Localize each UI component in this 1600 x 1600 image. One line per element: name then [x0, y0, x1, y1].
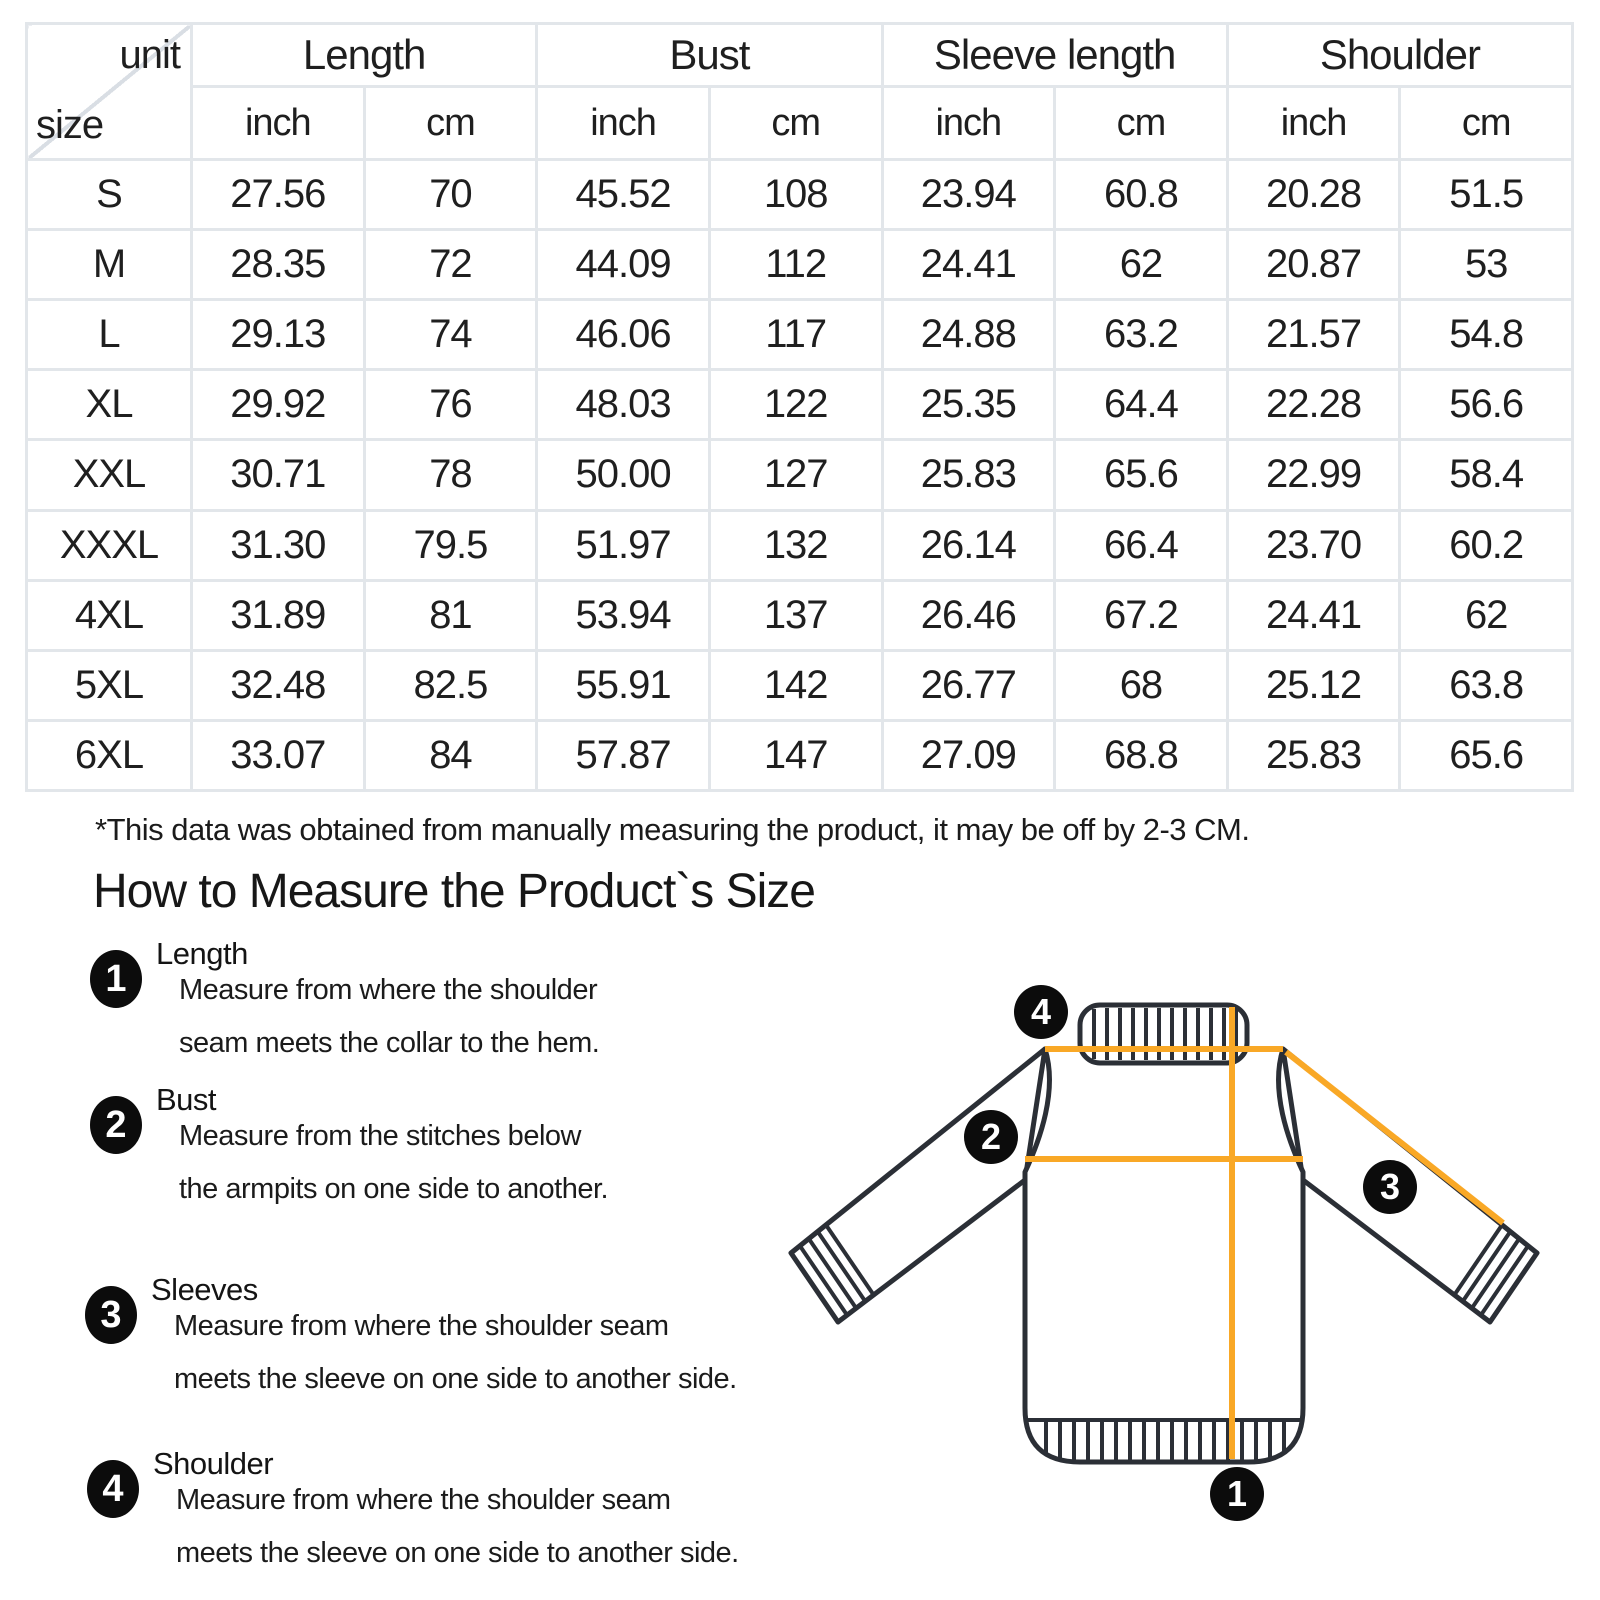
corner-size-label: size	[36, 103, 104, 147]
value-cell: 25.83	[1227, 720, 1400, 790]
item-2-desc-line-1: Measure from the stitches below	[179, 1120, 581, 1152]
value-cell: 26.46	[882, 580, 1055, 650]
size-cell: L	[27, 300, 192, 370]
item-2-desc-line-2: the armpits on one side to another.	[179, 1173, 609, 1205]
value-cell: 22.28	[1227, 370, 1400, 440]
diagram-marker-bust: 2	[964, 1110, 1018, 1164]
value-cell: 26.14	[882, 510, 1055, 580]
group-header-sleeve-length: Sleeve length	[882, 24, 1227, 87]
value-cell: 50.00	[537, 440, 710, 510]
size-cell: XXXL	[27, 510, 192, 580]
value-cell: 137	[709, 580, 882, 650]
unit-header: inch	[192, 87, 365, 160]
value-cell: 122	[709, 370, 882, 440]
value-cell: 20.28	[1227, 160, 1400, 230]
measurement-disclaimer-note: *This data was obtained from manually measuring the product, it may be off by 2-3 CM.	[95, 812, 1250, 847]
value-cell: 68	[1055, 650, 1228, 720]
unit-header: inch	[1227, 87, 1400, 160]
item-2-label: Bust	[156, 1082, 217, 1117]
table-row	[27, 650, 1573, 720]
corner-unit-label: unit	[119, 33, 180, 77]
value-cell: 82.5	[364, 650, 537, 720]
value-cell: 31.30	[192, 510, 365, 580]
value-cell: 62	[1055, 230, 1228, 300]
value-cell: 117	[709, 300, 882, 370]
value-cell: 20.87	[1227, 230, 1400, 300]
value-cell: 68.8	[1055, 720, 1228, 790]
item-3-label: Sleeves	[151, 1272, 258, 1307]
value-cell: 26.77	[882, 650, 1055, 720]
unit-header: inch	[537, 87, 710, 160]
value-cell: 23.94	[882, 160, 1055, 230]
value-cell: 81	[364, 580, 537, 650]
value-cell: 65.6	[1055, 440, 1228, 510]
item-1-number-badge: 1	[90, 950, 142, 1008]
item-2-number-badge: 2	[90, 1096, 142, 1154]
table-row	[27, 580, 1573, 650]
value-cell: 27.09	[882, 720, 1055, 790]
item-4-label: Shoulder	[153, 1446, 274, 1481]
sweater-body	[1025, 1049, 1303, 1462]
value-cell: 72	[364, 230, 537, 300]
table-row	[27, 300, 1573, 370]
value-cell: 63.2	[1055, 300, 1228, 370]
value-cell: 51.97	[537, 510, 710, 580]
value-cell: 25.35	[882, 370, 1055, 440]
unit-header: cm	[1400, 87, 1573, 160]
value-cell: 44.09	[537, 230, 710, 300]
value-cell: 24.88	[882, 300, 1055, 370]
value-cell: 60.2	[1400, 510, 1573, 580]
item-1-desc-line-2: seam meets the collar to the hem.	[179, 1027, 600, 1059]
value-cell: 127	[709, 440, 882, 510]
value-cell: 25.12	[1227, 650, 1400, 720]
table-row	[27, 230, 1573, 300]
unit-header: cm	[364, 87, 537, 160]
group-header-bust: Bust	[537, 24, 882, 87]
value-cell: 55.91	[537, 650, 710, 720]
value-cell: 84	[364, 720, 537, 790]
value-cell: 25.83	[882, 440, 1055, 510]
value-cell: 29.13	[192, 300, 365, 370]
value-cell: 53	[1400, 230, 1573, 300]
value-cell: 64.4	[1055, 370, 1228, 440]
value-cell: 58.4	[1400, 440, 1573, 510]
size-cell: XL	[27, 370, 192, 440]
value-cell: 54.8	[1400, 300, 1573, 370]
value-cell: 70	[364, 160, 537, 230]
value-cell: 56.6	[1400, 370, 1573, 440]
table-row	[27, 720, 1573, 790]
item-1-label: Length	[156, 936, 248, 971]
group-header-shoulder: Shoulder	[1227, 24, 1572, 87]
value-cell: 53.94	[537, 580, 710, 650]
value-cell: 32.48	[192, 650, 365, 720]
how-to-measure-heading: How to Measure the Product`s Size	[93, 865, 815, 918]
value-cell: 65.6	[1400, 720, 1573, 790]
item-3-desc-line-1: Measure from where the shoulder seam	[174, 1310, 669, 1342]
value-cell: 112	[709, 230, 882, 300]
value-cell: 132	[709, 510, 882, 580]
value-cell: 142	[709, 650, 882, 720]
value-cell: 30.71	[192, 440, 365, 510]
value-cell: 45.52	[537, 160, 710, 230]
value-cell: 78	[364, 440, 537, 510]
table-row	[27, 370, 1573, 440]
diagram-marker-length: 1	[1210, 1467, 1264, 1521]
table-row	[27, 440, 1573, 510]
value-cell: 60.8	[1055, 160, 1228, 230]
unit-header: cm	[709, 87, 882, 160]
value-cell: 79.5	[364, 510, 537, 580]
size-cell: M	[27, 230, 192, 300]
value-cell: 27.56	[192, 160, 365, 230]
item-4-desc-line-2: meets the sleeve on one side to another side.	[176, 1537, 739, 1569]
value-cell: 21.57	[1227, 300, 1400, 370]
size-cell: 4XL	[27, 580, 192, 650]
value-cell: 108	[709, 160, 882, 230]
unit-header: inch	[882, 87, 1055, 160]
item-3-number-badge: 3	[85, 1286, 137, 1344]
value-cell: 29.92	[192, 370, 365, 440]
diagram-marker-shoulder: 4	[1014, 985, 1068, 1039]
left-sleeve	[791, 1049, 1045, 1322]
value-cell: 24.41	[882, 230, 1055, 300]
item-3-desc-line-2: meets the sleeve on one side to another side.	[174, 1363, 737, 1395]
diagram-marker-sleeves: 3	[1363, 1160, 1417, 1214]
value-cell: 33.07	[192, 720, 365, 790]
item-4-desc-line-1: Measure from where the shoulder seam	[176, 1484, 671, 1516]
table-row	[27, 510, 1573, 580]
value-cell: 147	[709, 720, 882, 790]
value-cell: 63.8	[1400, 650, 1573, 720]
value-cell: 24.41	[1227, 580, 1400, 650]
item-4-number-badge: 4	[87, 1460, 139, 1518]
unit-header: cm	[1055, 87, 1228, 160]
size-cell: S	[27, 160, 192, 230]
table-unit-header-row	[27, 87, 1573, 160]
value-cell: 67.2	[1055, 580, 1228, 650]
value-cell: 66.4	[1055, 510, 1228, 580]
value-cell: 23.70	[1227, 510, 1400, 580]
value-cell: 51.5	[1400, 160, 1573, 230]
value-cell: 31.89	[192, 580, 365, 650]
value-cell: 57.87	[537, 720, 710, 790]
size-cell: 6XL	[27, 720, 192, 790]
size-cell: 5XL	[27, 650, 192, 720]
value-cell: 48.03	[537, 370, 710, 440]
value-cell: 22.99	[1227, 440, 1400, 510]
value-cell: 46.06	[537, 300, 710, 370]
value-cell: 28.35	[192, 230, 365, 300]
item-1-desc-line-1: Measure from where the shoulder	[179, 974, 598, 1006]
value-cell: 62	[1400, 580, 1573, 650]
group-header-length: Length	[192, 24, 537, 87]
sweater-measurement-diagram	[750, 940, 1560, 1560]
size-chart-table	[25, 22, 1574, 792]
value-cell: 74	[364, 300, 537, 370]
value-cell: 76	[364, 370, 537, 440]
table-row	[27, 160, 1573, 230]
table-group-header-row	[27, 24, 1573, 87]
size-cell: XXL	[27, 440, 192, 510]
corner-cell	[27, 24, 192, 160]
